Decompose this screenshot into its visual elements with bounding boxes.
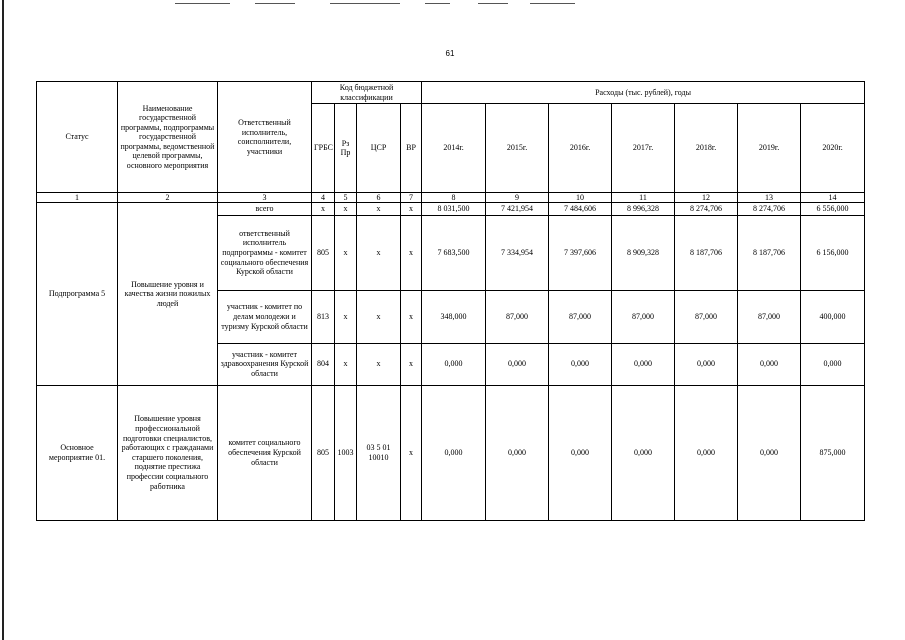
subprogram-name: Повышение уровня и качества жизни пожилых людей (118, 203, 218, 386)
executor-cell: комитет социального обеспечения Курской области (218, 385, 312, 520)
column-number: 2 (118, 193, 218, 203)
column-number: 14 (801, 193, 865, 203)
value-cell: 0,000 (612, 385, 675, 520)
measure-name: Повышение уровня профессиональной подготовки специалистов, работающих с гражданами старшего поколения, поднятие престижа профессии социального работника (118, 385, 218, 520)
column-number: 10 (549, 193, 612, 203)
csr-cell: х (357, 203, 401, 216)
scan-left-edge (2, 0, 4, 640)
rzpr-cell: х (335, 203, 357, 216)
column-number: 8 (422, 193, 486, 203)
value-cell: 8 187,706 (738, 215, 801, 290)
value-cell: 8 187,706 (675, 215, 738, 290)
value-cell: 8 031,500 (422, 203, 486, 216)
rzpr-cell: х (335, 290, 357, 343)
value-cell: 0,000 (675, 385, 738, 520)
csr-cell: 03 5 01 10010 (357, 385, 401, 520)
value-cell: 6 556,000 (801, 203, 865, 216)
vr-cell: х (401, 203, 422, 216)
vr-cell: х (401, 343, 422, 385)
executor-cell: ответственный исполнитель подпрограммы - комитет социального обеспечения Курской области (218, 215, 312, 290)
value-cell: 8 274,706 (675, 203, 738, 216)
vr-cell: х (401, 215, 422, 290)
column-number: 3 (218, 193, 312, 203)
value-cell: 0,000 (801, 343, 865, 385)
header-name: Наименование государственной программы, подпрограммы государственной программы, ведомственной целевой программы, основного мероприятия (118, 82, 218, 193)
value-cell: 0,000 (738, 385, 801, 520)
value-cell: 7 421,954 (486, 203, 549, 216)
value-cell: 0,000 (486, 343, 549, 385)
value-cell: 0,000 (422, 385, 486, 520)
column-number: 6 (357, 193, 401, 203)
header-year: 2019г. (738, 104, 801, 193)
csr-cell: х (357, 215, 401, 290)
scan-artifact (255, 3, 295, 4)
scan-artifact (425, 3, 450, 4)
rzpr-cell: х (335, 215, 357, 290)
grbs-cell: 813 (312, 290, 335, 343)
column-number: 4 (312, 193, 335, 203)
executor-cell: участник - комитет по делам молодежи и туризму Курской области (218, 290, 312, 343)
value-cell: 0,000 (549, 385, 612, 520)
value-cell: 87,000 (486, 290, 549, 343)
scan-artifact (175, 3, 230, 4)
header-year: 2014г. (422, 104, 486, 193)
column-number: 1 (37, 193, 118, 203)
grbs-cell: 805 (312, 215, 335, 290)
column-number: 12 (675, 193, 738, 203)
value-cell: 8 909,328 (612, 215, 675, 290)
executor-cell: участник - комитет здравоохранения Курской области (218, 343, 312, 385)
value-cell: 87,000 (549, 290, 612, 343)
csr-cell: х (357, 343, 401, 385)
value-cell: 0,000 (675, 343, 738, 385)
vr-cell: х (401, 290, 422, 343)
value-cell: 0,000 (422, 343, 486, 385)
rzpr-cell: 1003 (335, 385, 357, 520)
csr-cell: х (357, 290, 401, 343)
page-number: 61 (445, 49, 455, 58)
header-expenses: Расходы (тыс. рублей), годы (422, 82, 865, 104)
header-kbk: Код бюджетной классификации (312, 82, 422, 104)
scan-artifact (330, 3, 400, 4)
value-cell: 400,000 (801, 290, 865, 343)
grbs-cell: 804 (312, 343, 335, 385)
budget-table (36, 81, 865, 521)
header-row (37, 82, 865, 104)
vr-cell: х (401, 385, 422, 520)
rzpr-cell: х (335, 343, 357, 385)
value-cell: 7 397,606 (549, 215, 612, 290)
table-row (37, 203, 865, 216)
header-year: 2015г. (486, 104, 549, 193)
value-cell: 8 996,328 (612, 203, 675, 216)
value-cell: 8 274,706 (738, 203, 801, 216)
column-number: 5 (335, 193, 357, 203)
header-vr: ВР (401, 104, 422, 193)
subprogram-status: Подпрограмма 5 (37, 203, 118, 386)
scan-artifact (530, 3, 575, 4)
header-executor: Ответственный исполнитель, соисполнители, участники (218, 82, 312, 193)
column-number: 13 (738, 193, 801, 203)
header-grbs: ГРБС (312, 104, 335, 193)
header-rzpr: Рз Пр (335, 104, 357, 193)
value-cell: 0,000 (612, 343, 675, 385)
value-cell: 7 484,606 (549, 203, 612, 216)
grbs-cell: х (312, 203, 335, 216)
table-row (37, 385, 865, 520)
scan-artifact (478, 3, 508, 4)
value-cell: 7 334,954 (486, 215, 549, 290)
value-cell: 348,000 (422, 290, 486, 343)
value-cell: 0,000 (738, 343, 801, 385)
header-status: Статус (37, 82, 118, 193)
value-cell: 87,000 (675, 290, 738, 343)
grbs-cell: 805 (312, 385, 335, 520)
value-cell: 0,000 (549, 343, 612, 385)
value-cell: 6 156,000 (801, 215, 865, 290)
header-year: 2020г. (801, 104, 865, 193)
value-cell: 0,000 (486, 385, 549, 520)
header-csr: ЦСР (357, 104, 401, 193)
header-year: 2017г. (612, 104, 675, 193)
header-year: 2016г. (549, 104, 612, 193)
value-cell: 87,000 (738, 290, 801, 343)
value-cell: 7 683,500 (422, 215, 486, 290)
header-year: 2018г. (675, 104, 738, 193)
column-number: 7 (401, 193, 422, 203)
value-cell: 875,000 (801, 385, 865, 520)
executor-cell: всего (218, 203, 312, 216)
column-number: 11 (612, 193, 675, 203)
measure-status: Основное мероприятие 01. (37, 385, 118, 520)
column-number-row (37, 193, 865, 203)
value-cell: 87,000 (612, 290, 675, 343)
column-number: 9 (486, 193, 549, 203)
